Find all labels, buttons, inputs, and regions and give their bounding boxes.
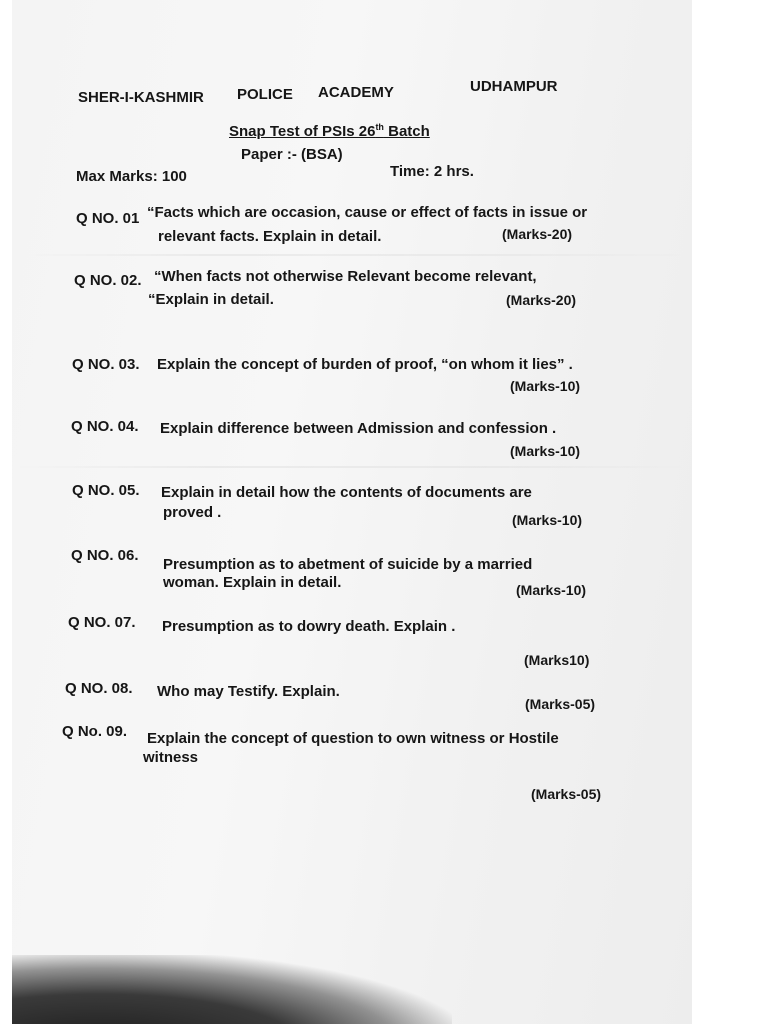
page-shadow (12, 955, 452, 1024)
question-text: “Explain in detail. (148, 291, 274, 308)
question-marks: (Marks-10) (510, 378, 581, 394)
question-marks: (Marks-05) (525, 696, 596, 712)
question-number: Q NO. 06. (71, 547, 139, 564)
question-number: Q NO. 01 (76, 210, 140, 227)
test-title: Snap Test of PSIs 26th Batch (229, 122, 430, 140)
question-number: Q NO. 08. (65, 680, 133, 697)
question-number: Q NO. 04. (71, 418, 139, 435)
question-marks: (Marks-05) (531, 786, 602, 802)
question-text: “Facts which are occasion, cause or effect of facts in issue or (147, 204, 588, 221)
institution-name-3: ACADEMY (318, 84, 394, 101)
institution-name-2: POLICE (237, 86, 293, 103)
question-number: Q No. 09. (62, 723, 128, 740)
question-marks: (Marks10) (524, 652, 590, 668)
question-text: “When facts not otherwise Relevant become relevant, (154, 268, 537, 285)
question-text: woman. Explain in detail. (163, 574, 342, 591)
question-number: Q NO. 07. (68, 614, 136, 631)
exam-time: Time: 2 hrs. (390, 163, 474, 180)
exam-paper (12, 0, 692, 1024)
question-text: witness (143, 749, 199, 766)
question-marks: (Marks-10) (512, 512, 583, 528)
question-marks: (Marks-20) (502, 226, 573, 242)
max-marks: Max Marks: 100 (76, 168, 187, 185)
question-number: Q NO. 03. (72, 356, 140, 373)
paper-crease (12, 466, 692, 468)
question-text: Presumption as to abetment of suicide by a married (163, 556, 533, 573)
question-text: proved . (163, 504, 222, 521)
question-text: Explain in detail how the contents of documents are (161, 484, 532, 501)
question-marks: (Marks-10) (510, 443, 581, 459)
institution-name-1: SHER-I-KASHMIR (78, 89, 204, 106)
question-number: Q NO. 02. (74, 272, 142, 289)
question-text: Explain difference between Admission and confession . (160, 420, 557, 437)
paper-crease (12, 254, 692, 256)
question-text: Presumption as to dowry death. Explain . (162, 618, 456, 635)
question-text: Explain the concept of burden of proof, “on whom it lies” . (157, 356, 573, 373)
question-number: Q NO. 05. (72, 482, 140, 499)
location-name: UDHAMPUR (470, 78, 558, 95)
question-marks: (Marks-10) (516, 582, 587, 598)
question-text: Who may Testify. Explain. (157, 683, 340, 700)
question-text: Explain the concept of question to own witness or Hostile (147, 730, 559, 747)
question-text: relevant facts. Explain in detail. (158, 228, 382, 245)
paper-code: Paper :- (BSA) (241, 146, 343, 163)
question-marks: (Marks-20) (506, 292, 577, 308)
